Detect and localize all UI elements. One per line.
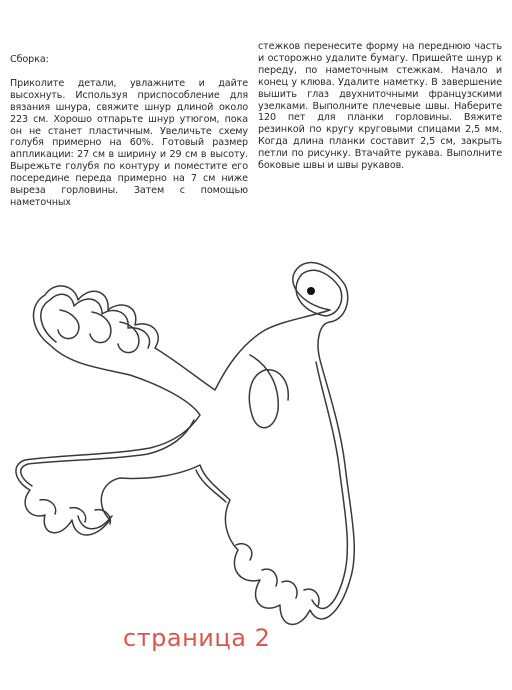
instructions-paragraph-left: Приколите детали, увлажните и дайте высохнуть. Используя приспособление для вязания шнура, свяжите шнур длиной около 223 см. Хорошо отпарьте шнур утюгом, пока он не станет пластичным. Увеличьте схему голубя примерно на 60%. Готовый размер аппликации: 27 см в ширину и 29 см в высоту. Вырежьте голубя по контуру и поместите его посередине переда примерно на 7 см ниже выреза горловины. Затем с помощью наметочных	[10, 77, 248, 208]
dove-eye	[307, 287, 315, 295]
right-wing-feather-curls	[236, 544, 319, 606]
inner-wing-loop	[249, 355, 288, 428]
assembly-instructions-right-column	[258, 41, 502, 172]
instructions-paragraph-right: стежков перенесите форму на переднюю часть и осторожно удалите бумагу. Пришейте шнур к переду, по наметочным стежкам. Начало и конец у клюва. Удалите наметку. В завершение вышить глаз двухниточными французскими узелками. Выполните плечевые швы. Наберите 120 пет для планки горловины. Вяжите резинкой по кругу круговыми спицами 2,5 мм. Когда длина планки составит 2,5 см, закрыть петли по рисунку. Втачайте рукава. Выполните боковые швы и швы рукавов.	[258, 41, 502, 172]
tail-curls	[40, 500, 110, 524]
dove-body-inner-line	[21, 270, 348, 608]
section-heading: Сборка:	[10, 54, 49, 65]
page-number-label: страница 2	[123, 624, 271, 652]
wing-curls	[58, 310, 139, 353]
assembly-instructions-left-column	[10, 44, 248, 209]
dove-body-outline	[16, 263, 354, 625]
dove-cord-outline-illustration	[0, 250, 512, 650]
